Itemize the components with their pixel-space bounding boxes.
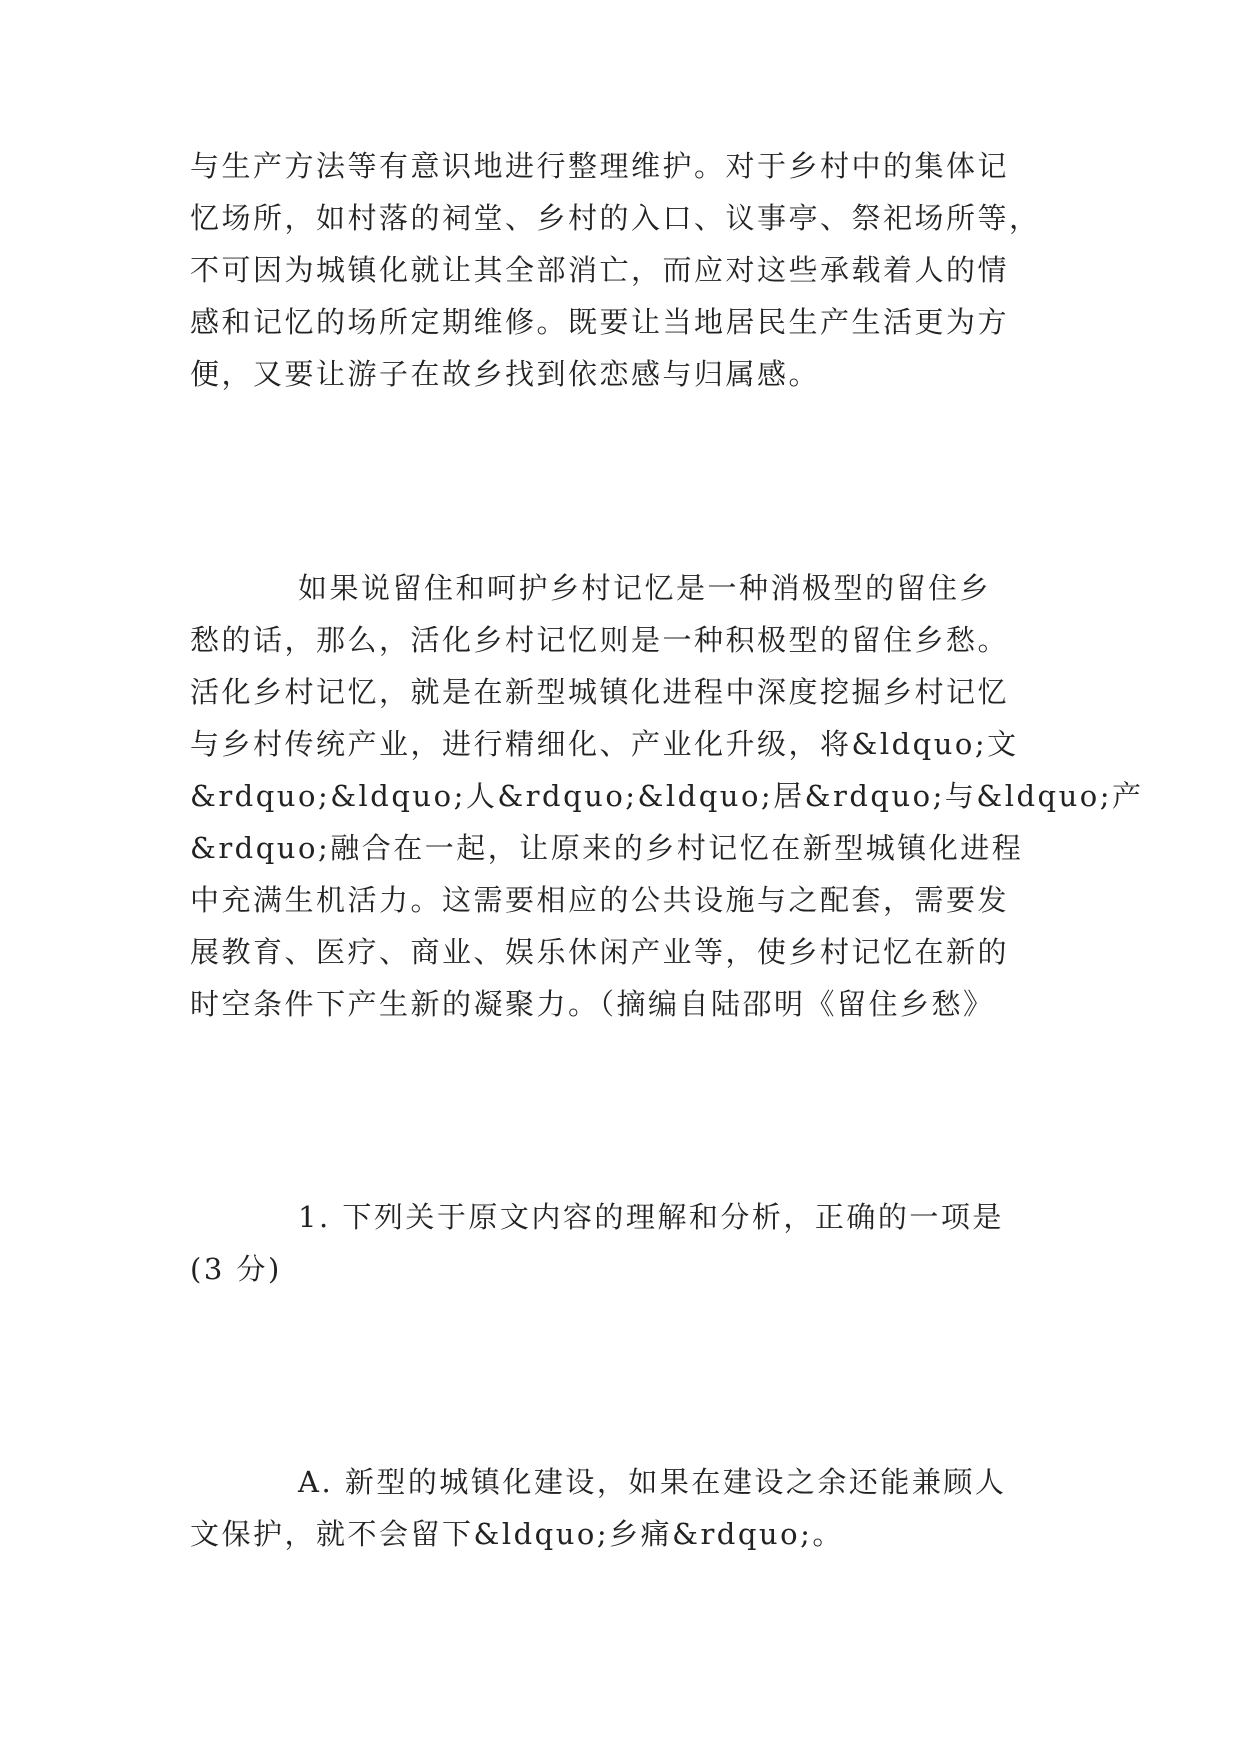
paragraph-line: 如果说留住和呵护乡村记忆是一种消极型的留住乡 [298, 571, 992, 605]
paragraph-line: 感和记忆的场所定期维修。既要让当地居民生产生活更为方 [190, 305, 1010, 339]
question-score: (3 分) [190, 1252, 282, 1286]
paragraph-line: 展教育、医疗、商业、娱乐休闲产业等，使乡村记忆在新的 [190, 935, 1010, 969]
paragraph-line: &rdquo;融合在一起，让原来的乡村记忆在新型城镇化进程 [190, 831, 1024, 865]
paragraph-line: &rdquo;&ldquo;人&rdquo;&ldquo;居&rdquo;与&ldquo;产 [190, 779, 1144, 813]
paragraph-line: 中充满生机活力。这需要相应的公共设施与之配套，需要发 [190, 883, 1010, 917]
paragraph-line: 与生产方法等有意识地进行整理维护。对于乡村中的集体记 [190, 149, 1010, 183]
question-line: 1. 下列关于原文内容的理解和分析，正确的一项是 [298, 1200, 1004, 1234]
paragraph-line: 时空条件下产生新的凝聚力。（摘编自陆邵明《留住乡愁》 [190, 987, 995, 1021]
paragraph-line: 忆场所，如村落的祠堂、乡村的入口、议事亭、祭祀场所等， [190, 201, 1041, 235]
option-line: 文保护，就不会留下&ldquo;乡痛&rdquo;。 [190, 1517, 844, 1551]
paragraph-line: 与乡村传统产业，进行精细化、产业化升级，将&ldquo;文 [190, 727, 1019, 761]
paragraph-line: 便，又要让游子在故乡找到依恋感与归属感。 [190, 357, 821, 391]
paragraph-line: 活化乡村记忆，就是在新型城镇化进程中深度挖掘乡村记忆 [190, 675, 1010, 709]
paragraph-line: 愁的话，那么，活化乡村记忆则是一种积极型的留住乡愁。 [190, 623, 1010, 657]
paragraph-line: 不可因为城镇化就让其全部消亡，而应对这些承载着人的情 [190, 253, 1010, 287]
option-line: A. 新型的城镇化建设，如果在建设之余还能兼顾人 [298, 1465, 1007, 1499]
